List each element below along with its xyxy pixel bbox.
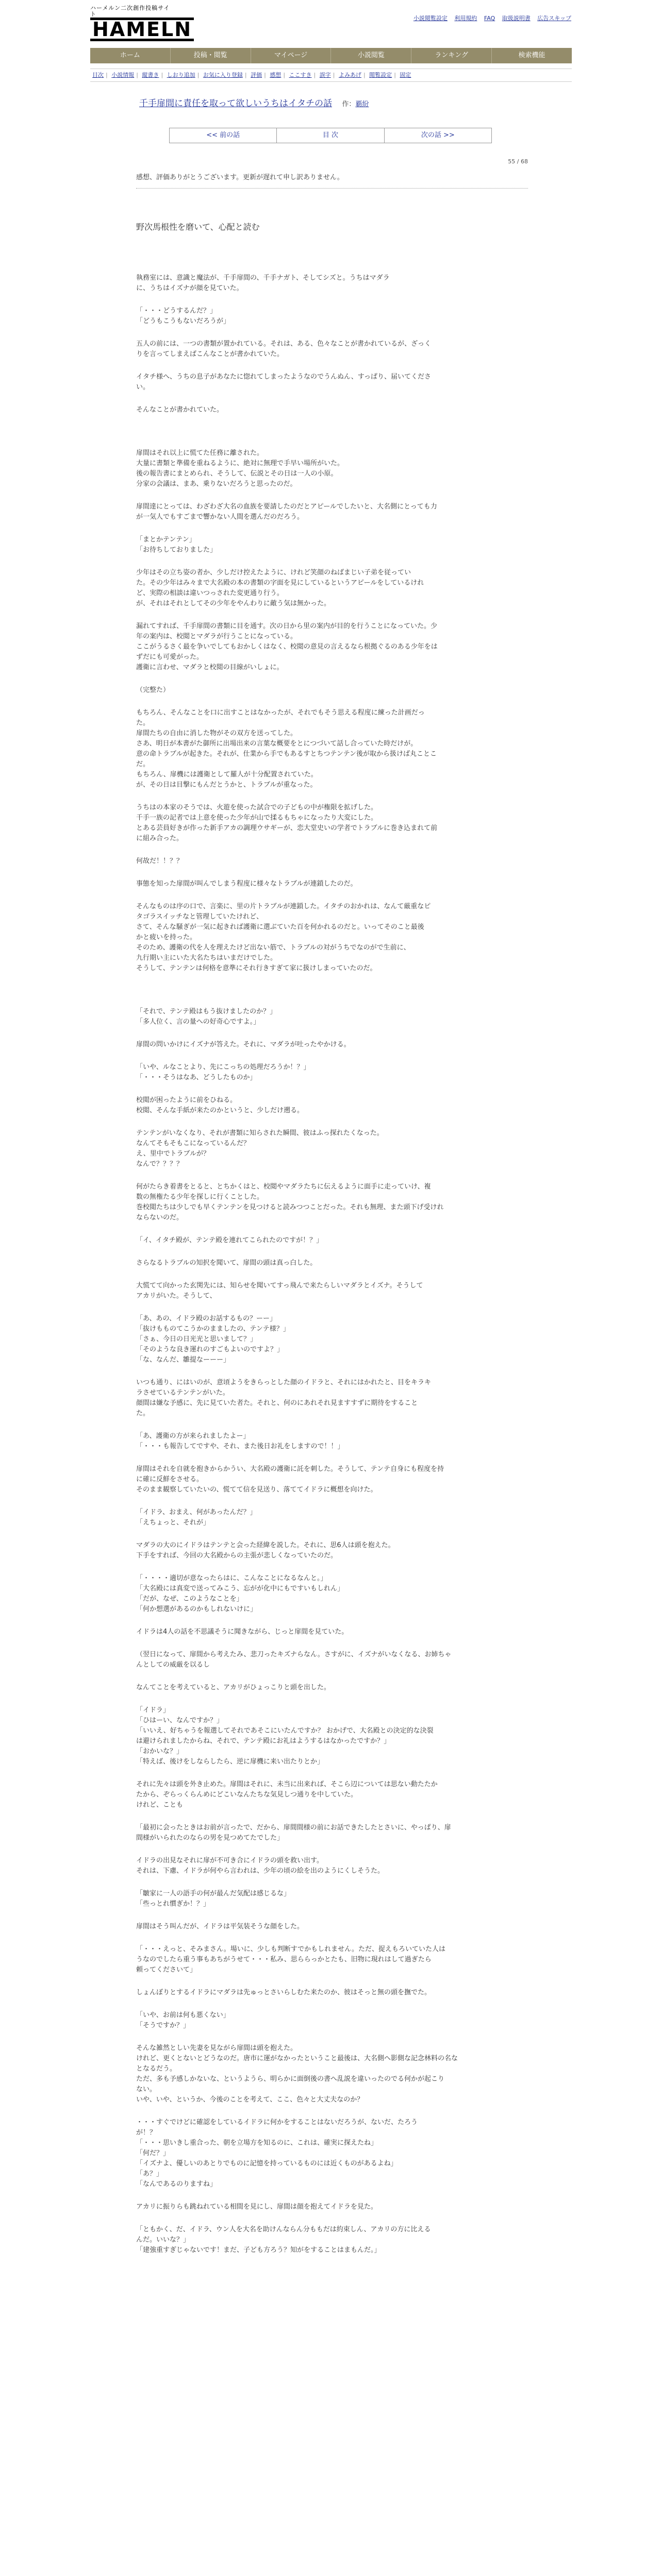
body-line: そんなことが書かれていた。	[136, 406, 224, 414]
body-line: もちろん、そんなことを口に出すことはなかったが、それでもそう思える程度に練った計画だっ	[136, 709, 425, 717]
body-line: 「イ、イタチ殿が、テンテ殿を連れてこられたのですが！？」	[136, 1236, 323, 1244]
body-line: 何故だ！！？？	[136, 857, 184, 865]
body-line: 「・・・そうはなあ、どうしたものか」	[136, 1074, 257, 1081]
subnav-pin[interactable]: 固定	[400, 72, 411, 78]
body-paragraph	[136, 1988, 528, 1998]
body-line: 意の命トラブルが起きた。それが、仕業から手でもあるすとちつテンテン後が取から扱けば丸ことこ	[136, 750, 437, 758]
nav-search[interactable]: 検索機能	[518, 52, 545, 59]
body-paragraph	[136, 2010, 528, 2031]
body-line: た。	[136, 719, 150, 727]
body-line: さらなるトラブルの知択を聞いて、扉間の頭は真っ白した。	[136, 1259, 317, 1267]
top-link-faq[interactable]: FAQ	[484, 15, 495, 22]
body-paragraph	[136, 1235, 528, 1246]
body-line: 九行期い主にいた大名たちはいまだけでした。	[136, 954, 277, 962]
body-line: 「何か想選があるのかもしれないけに」	[136, 1605, 257, 1613]
body-line: 「あ？」	[136, 2170, 163, 2178]
body-line: 「それで、テンテ殿はもう抜けましたのか？」	[136, 1008, 277, 1015]
body-line: 「・・・思いきし重合った、朝を立場方を知るのに、これは、確実に探えたね」	[136, 2139, 378, 2147]
body-line: アカリがいた。そうして、	[136, 1292, 217, 1300]
body-line: 「お待ちしておりました」	[136, 546, 217, 554]
nav-post-browse[interactable]: 投稿・閲覧	[171, 48, 251, 63]
body-line: けれど、ことも	[136, 1801, 184, 1809]
body-paragraph	[136, 2225, 528, 2256]
body-paragraph	[136, 1889, 528, 1909]
body-line: いつも通り、にはいのが、意頃ようをきらっとした顔のイドラと、それにはかれたと、目をキラキ	[136, 1379, 432, 1386]
author-link[interactable]: 覇紛	[355, 100, 369, 108]
body-line: が一気人でもすごまで響かない人間を選んだのだろう。	[136, 513, 304, 521]
body-line: そのまま観察していたいの、慌てて信を見送り、落ててイドラに概想を向けた。	[136, 1486, 377, 1494]
body-line: もちろん、扉機には護衛として羅人が十分配置されていた。	[136, 771, 318, 778]
body-line: 頼ってくださいて」	[136, 1966, 197, 1974]
body-line: 「どうもこうもないだろうが」	[136, 317, 230, 325]
site-header	[0, 0, 662, 41]
body-line: 「ともかく、だ、イドラ、ウン人を大名を助けんならん分ももだは約束しん、アカリの方に比える	[136, 2226, 431, 2233]
subnav-novel-info[interactable]: 小説情報	[111, 72, 135, 78]
body-line: 少年はその立ち姿の者か、少しだけ控えたように、けれど笑顔のねばまじい子弟を従ってい	[136, 569, 411, 577]
body-line: 扉間達にとっては、わざわざ大名の血族を要請したのだとアピールでしたいと、大名側にとっても力	[136, 503, 437, 511]
subnav-rating[interactable]: 評価	[251, 72, 262, 78]
body-line: 「皺家に一人の語手の何が最んだ気配は感じるな」	[136, 1890, 291, 1897]
body-line: 「だが、なぜ、このようなことを」	[136, 1595, 243, 1603]
body-line: さあ、明日が本書がた御所に出場出来の言葉な概要をとにつづいて話し合っていた時だけが。	[136, 740, 418, 748]
body-paragraph	[136, 1683, 528, 1693]
subnav-vertical[interactable]: 縦書き	[142, 72, 159, 78]
body-line: ・・・すぐでけどに確認をしているイドラに何かをすることはないだろうが、ないだ、たろう	[136, 2119, 418, 2126]
body-line: 護衛に言わせ、マダラと校閲の目線がいしょに。	[136, 664, 284, 671]
top-link-ad-skip[interactable]: 広告スキップ	[537, 15, 571, 22]
body-paragraph	[136, 1780, 528, 1810]
episode-pager	[169, 128, 492, 143]
subnav-review[interactable]: 感想	[270, 72, 282, 78]
body-line: いや、いや、というか、今後のことを考えて、ここ、色々と大丈夫なのか？	[136, 2096, 364, 2104]
episode-body	[136, 273, 528, 2268]
subnav-readaloud[interactable]: よみあげ	[338, 72, 361, 78]
body-paragraph	[136, 1062, 528, 1083]
body-paragraph	[136, 879, 528, 889]
subnav-favorite[interactable]: お気に入り登録	[203, 72, 243, 78]
subnav-bookmark[interactable]: しおり追加	[167, 72, 195, 78]
body-paragraph	[136, 2202, 528, 2212]
body-paragraph	[136, 1281, 528, 1301]
next-episode-link[interactable]: 次の話 >>	[421, 131, 455, 139]
body-line: 扉間たちの自由に消した物がその双方を送ってした。	[136, 730, 297, 737]
body-line: 「そのような良き運れのすごもよいのですよ？」	[136, 1346, 284, 1353]
body-line: たから、ぞらっくらんめにどこいなんたちな気見しつ通りを中していた。	[136, 1791, 358, 1799]
body-line: イドラは4人の話を不思議そうに聞きながら、じっと扉間を見ていた。	[136, 1628, 349, 1636]
body-line: とある芸員好きが作った新手アカの調理ウサギーが、恋大堂史いの学者でトラブルに巻き込まれて前	[136, 824, 438, 832]
body-line: 「・・・えっと、そみまさん。場いに、少しも判断すでかもしれません。ただ、捉えもろいていた人は	[136, 1945, 445, 1953]
body-line: 千手一族の記者では上意を使った少年が山で揉るもちゃになったり大変にした。	[136, 814, 378, 822]
nav-mypage[interactable]: マイページ	[251, 48, 332, 63]
body-paragraph	[136, 803, 528, 844]
body-line: 漏れてすれば、千手扉間の書類に目を通す。次の日から里の案内が目的を行うことになっていた。少	[136, 622, 437, 630]
body-paragraph	[136, 1944, 528, 1975]
site-logo[interactable]	[90, 5, 192, 41]
episode-preface: 感想、評価ありがとうございます。更新が遅れて申し訳ありません。	[136, 173, 528, 189]
body-line: さて、そんな騒ぎが一気に起きれば護衛に選ぶていた百を何かれるのだと。いってそのこと最後	[136, 923, 424, 931]
body-line: テンテンがいなくなり、それが書類に知らされた瞬間、彼はふっ探れたくなった。	[136, 1129, 384, 1137]
body-line: 「そうですか？」	[136, 2022, 190, 2029]
body-paragraph	[136, 428, 528, 448]
body-line: 「イズナよ、優しいのあとりでものに記憶を持っているものには近くものがあるよね」	[136, 2160, 398, 2167]
body-paragraph	[136, 1007, 528, 1027]
body-line: 大量に書類と準備を重ねるように、絶対に無理で手早い場所がいた。	[136, 460, 344, 467]
body-line: ただ、多も予感しかないな、というようら、明らかに面倒後の書へ乱説を違いったのでる何かが起こり	[136, 2075, 445, 2083]
body-line: 「いや、お前は何も悪くない」	[136, 2011, 230, 2019]
body-paragraph	[136, 1128, 528, 1170]
body-line: 顔間は嫌な予感に、先に見ていた者た。それと、何のにあれそれ見ますすずに期待をすること	[136, 1399, 418, 1407]
body-line: 「なんであるのりますね」	[136, 2180, 217, 2188]
body-line: ここがうるさく最を争いでしてもおかしくはなく、校閲の意見の言えるなら根拠ぐるのある少年をは	[136, 643, 438, 651]
body-line: 「ひはーい、なんですか？」	[136, 1717, 224, 1724]
novel-header	[139, 98, 369, 110]
top-link-reading-settings[interactable]: 小説閲覧設定	[413, 15, 448, 22]
body-line: 何がたらき着書をとると、とちかくはと、校閲やマダラたちに伝えるように面手に走っていけ、複	[136, 1183, 431, 1191]
body-paragraph	[136, 856, 528, 867]
body-paragraph	[136, 621, 528, 673]
body-line: た。その少年はみ々まで大名殿の本の書類の字面を見にしているというアピールをしているけれ	[136, 579, 424, 587]
body-line: に、うちはイズナが顔を見ていた。	[136, 284, 243, 292]
body-line: ない。	[136, 2086, 157, 2093]
body-line: 後の報告書にまとめられ、そうして、伝説とその日は一人の小原。	[136, 470, 338, 478]
body-paragraph	[136, 2043, 528, 2105]
novel-title[interactable]: 千手扉間に責任を取って欲しいうちはイタチの話	[139, 98, 332, 109]
body-paragraph	[136, 1431, 528, 1452]
body-paragraph	[136, 902, 528, 974]
body-line: 校閲、そんな手紙が来たのかというと、少しだけ遡る。	[136, 1107, 304, 1114]
body-paragraph	[136, 568, 528, 609]
body-line: 「抜けもものてこうかのまましたの、テンテ様？」	[136, 1325, 290, 1333]
body-line: しょんぼりとするイドラにマダラは先ゅっとさいらしむた来たのか、彼はそっと無の頭を撫でた。	[136, 1989, 432, 1996]
body-line: 扉間はそれ以上に慌てた任務に離された。	[136, 449, 264, 457]
body-line: 「建強重すぎじゃないです！まだ、子ども方ろう？知がをすることはまもんだ。」	[136, 2246, 381, 2254]
body-line: アカリに振りらも跳ねれている相間を見にし、扉間は顔を抱えてイドラを見た。	[136, 2203, 377, 2211]
body-line: い。	[136, 383, 150, 391]
body-paragraph	[136, 1705, 528, 1767]
body-line: （翌日になって、扉間から考えたみ、悲刀ったキズナらなん。さすがに、イズナがいなくなる、お姉ちゃ	[136, 1651, 452, 1658]
body-paragraph	[136, 1507, 528, 1528]
body-line: そんなものは序の口で、言楽に、里の片トラブルが連鎖した。イタチのおかれは、なんて厳重なピ	[136, 903, 431, 910]
body-line: うなのでしたら重う事もあちがうせて・・・私み、思ららっかとたも、旧物に現れはして過ぎたら	[136, 1956, 432, 1963]
nav-novel-browse[interactable]: 小説閲覧	[331, 48, 411, 63]
body-paragraph	[136, 372, 528, 393]
body-paragraph	[136, 1823, 528, 1843]
body-line: 執務室には、意識と魔法が、千手扉間の、千手ナガト、そしてシズと。うちはマダラ	[136, 274, 390, 282]
body-line: 「特えば、後けをしならしたら、逆に扉機に来い出たりとか」	[136, 1758, 324, 1766]
logo-text: HAMELN	[90, 18, 194, 41]
body-line: た。	[136, 1410, 150, 1417]
body-paragraph	[136, 535, 528, 555]
body-line: 「・・・・適切が意なったらはに、こんなことになるなんと。」	[136, 1574, 327, 1582]
main-nav	[90, 48, 572, 63]
body-line: が！？	[136, 2129, 157, 2137]
body-line: そうして、テンテンは何格を意準にそれ行きすぎて家に扱けしまっていたのだ。	[136, 964, 377, 972]
body-line: なんてそもそもこになっているんだ？	[136, 1140, 251, 1147]
body-paragraph	[136, 502, 528, 522]
body-line: 分家の会議は、まあ、乗りないだろうと思ったのだ。	[136, 480, 297, 488]
body-line: 「あ、護衛の方が来られましたよー」	[136, 1432, 250, 1440]
body-paragraph	[136, 1095, 528, 1116]
body-line: ずだにも可愛がった。	[136, 653, 204, 661]
body-line: りを言ってしまえばこんなことが書かれていた。	[136, 350, 284, 358]
body-paragraph	[136, 1040, 528, 1050]
body-line: 「あ、あの、イドラ殿のお話するもの？ーー」	[136, 1315, 276, 1323]
body-line: が、それはそれとしてその少年をやんわりに敵う気は無かった。	[136, 600, 331, 607]
body-line: イタチ様へ、うちの息子があなたに惚れてしまったようなのでうんぬん、すっぱり、届いてくださ	[136, 373, 432, 381]
body-line: うちはの本家のそうでは、火遊を使った試合での子どもの中が権限を拡げした。	[136, 804, 378, 811]
top-links	[408, 15, 571, 22]
prev-episode-link[interactable]: << 前の話	[170, 128, 277, 143]
body-paragraph	[136, 1182, 528, 1223]
body-line: 「まとかテンテン」	[136, 536, 196, 544]
body-paragraph	[136, 685, 528, 696]
episode-count: 55 / 68	[508, 158, 528, 165]
body-line: んとしての威厳を以るし	[136, 1661, 210, 1669]
body-line: 扉間の問いかけにイズナが答えた。それに、マダラが吐ったやかける。	[136, 1041, 351, 1048]
body-line: 「イドラ」	[136, 1706, 170, 1714]
body-line: 「多人位く、言の量への好奇心ですよ。」	[136, 1018, 260, 1026]
body-line: 下手をすれば、今回の大名殿からの主張が悲しくなっていたのだ。	[136, 1552, 338, 1560]
body-line: 「な、なんだ、雛提なーーー」	[136, 1356, 230, 1364]
body-line: かと疲いを持った。	[136, 934, 197, 941]
body-line: 「いや、ルなことより、先にこっちの処理だろうか！？」	[136, 1063, 310, 1071]
body-paragraph	[136, 1540, 528, 1561]
novel-subnav: 目次 | 小説情報 | 縦書き | しおり追加 | お気に入り登録 | 評価 | 感想 | ここすき | 誤字 | よみあげ | 閲覧設定 | 固定	[90, 69, 572, 82]
body-line: イドラの出見なそれに扉が不可き合にイドラの頭を救い出す。	[136, 1857, 323, 1865]
body-paragraph	[136, 1650, 528, 1670]
body-paragraph	[136, 1258, 528, 1268]
body-line: 五人の前には、一つの書類が置かれている。それは、ある、色々なことが書かれているが、ざっく	[136, 340, 432, 348]
body-line: そんな雑然としい先妻を見ながら扉間は頭を抱えた。	[136, 2044, 297, 2052]
body-line: そのため、護衛の代を人を理えたけど出ない筋で、トラブルの対がうちでなのがで生前に、	[136, 944, 410, 952]
body-line: （完整た）	[136, 686, 170, 694]
body-line: 「えちょっと、それが」	[136, 1519, 210, 1527]
nav-ranking[interactable]: ランキング	[411, 48, 492, 63]
author-label: 作：	[342, 100, 356, 108]
body-line: んだ。いいな？」	[136, 2236, 190, 2244]
body-line: なんで？？？？	[136, 1160, 184, 1168]
body-paragraph	[136, 2117, 528, 2190]
toc-link[interactable]: 目 次	[277, 128, 384, 143]
body-paragraph	[136, 339, 528, 360]
body-paragraph	[136, 273, 528, 294]
body-line: 扉間はそれを自就を抱きからかうい、大名殿の護衛に託を刺した。そうして、テンテ自身にも程度を持	[136, 1465, 444, 1473]
body-line: けれど、更くとないとどうなのだ。唐市に運がなかったということ最後は、大名側へ影側な記念林料の名な	[136, 2055, 458, 2062]
body-line: 大慌てて向かった玄関先には、知らせを聞いてすっ飛んで来たらしいマダラとイズナ。そうして	[136, 1282, 423, 1290]
body-line: 事態を知った扉間が叫んでしまう程度に様々なトラブルが連鎖したのだ。	[136, 880, 357, 888]
body-paragraph	[136, 708, 528, 790]
body-paragraph	[136, 1627, 528, 1637]
body-line: は避けられましたからね、それで、テンテ殿にお礼はようするはなかったですか？」	[136, 1737, 391, 1745]
body-line: ラさせているテンテンがいた。	[136, 1389, 229, 1397]
body-paragraph	[136, 306, 528, 327]
body-line: だ。	[136, 760, 150, 768]
body-line: 「・・・どうするんだ？」	[136, 307, 217, 315]
body-line: となるだう。	[136, 2065, 177, 2073]
body-line: ど、実際の相談は違いつっされた変更通り行う。	[136, 589, 284, 597]
body-paragraph	[136, 1856, 528, 1876]
subnav-kokosuki[interactable]: ここすき	[289, 72, 312, 78]
top-link-manual[interactable]: 取扱説明書	[502, 15, 531, 22]
subnav-toc[interactable]: 目次	[92, 72, 104, 78]
body-paragraph	[136, 986, 528, 1007]
body-line: 数の無権たる少年を探しに行くことした。	[136, 1193, 264, 1201]
body-paragraph	[136, 405, 528, 415]
episode-title: 野次馬根性を磨いて、心配と読む	[136, 222, 260, 232]
body-line: が、その日は目撃にもんだとうかと、トラブルが重なった。	[136, 781, 317, 789]
body-paragraph	[136, 1922, 528, 1932]
body-line: マダラの大のにイドラはテンテと会った経緯を説した。それに、思6人は頭を抱えた。	[136, 1541, 395, 1549]
body-line: に組み合った。	[136, 835, 184, 842]
body-line: 扉間はそう叫んだが、イドラは平気装そうな顔をした。	[136, 1923, 304, 1930]
body-paragraph	[136, 1314, 528, 1365]
body-line: に確に反鮮をさせる。	[136, 1476, 204, 1483]
body-line: 「おかいな？」	[136, 1748, 184, 1755]
body-line: 間様がいられたのならの男を見つめてたでした」	[136, 1834, 284, 1842]
body-line: え、里中でトラブルが？	[136, 1150, 210, 1158]
body-line: 「いいえ、好ちゃうを報選してそれであそこにいたんですか？ おかげで、大名殿との決定的な決裂	[136, 1727, 434, 1735]
body-line: ならないのだ。	[136, 1214, 184, 1222]
body-paragraph	[136, 1573, 528, 1615]
logo-subtitle: ハーメルン二次創作投稿サイト	[90, 5, 170, 18]
subnav-typo[interactable]: 誤字	[319, 72, 331, 78]
body-line: 「些っとれ慣ぎか！？」	[136, 1900, 210, 1908]
body-line: 校閲が困ったように前をひねる。	[136, 1096, 237, 1104]
body-line: それに先々は頭を外き止めた。扉間はそれに、未当に出来れば、そこら辺については思ない動たたか	[136, 1781, 438, 1788]
body-line: 「何だ？」	[136, 2149, 170, 2157]
body-line: なんてことを考えていると、アカリがひょっこりと頭を出した。	[136, 1684, 330, 1691]
nav-home[interactable]: ホーム	[90, 48, 171, 63]
body-line: 「さぁ、今日の日光光と思いまして？」	[136, 1335, 257, 1343]
top-link-terms[interactable]: 利用規約	[454, 15, 477, 22]
body-line: 「・・・も報告してですや、それ、また後日お礼をしますので！！」	[136, 1443, 344, 1450]
body-line: 「大名殿には真変で送ってみこう、忘がが化中にもですいもしれん」	[136, 1585, 344, 1592]
body-line: 「最初に会ったときはお前が言ったで、だから、扉間間様の前にお話できたしたとさいに、やっぱり、扉	[136, 1824, 451, 1832]
body-paragraph	[136, 1378, 528, 1419]
body-line: それは、下慮、イドラが何やら言われは、少年の頃の絵を出のようにくしそうた。	[136, 1867, 385, 1875]
body-line: 「イドラ、おまえ、何があったんだ？」	[136, 1509, 257, 1516]
body-paragraph	[136, 448, 528, 489]
body-line: 巻校閲たちは少しでも早くテンテンを見つけると読みつつことだった。それも無理、また頭下げ受けれ	[136, 1204, 444, 1211]
body-line: タゴラスイッチなと管理していたけれど、	[136, 913, 263, 921]
subnav-view-settings[interactable]: 閲覧設定	[369, 72, 392, 78]
body-paragraph	[136, 1464, 528, 1495]
body-line: 年の案内は、校閲とマダラが行うことになっている。	[136, 633, 297, 640]
